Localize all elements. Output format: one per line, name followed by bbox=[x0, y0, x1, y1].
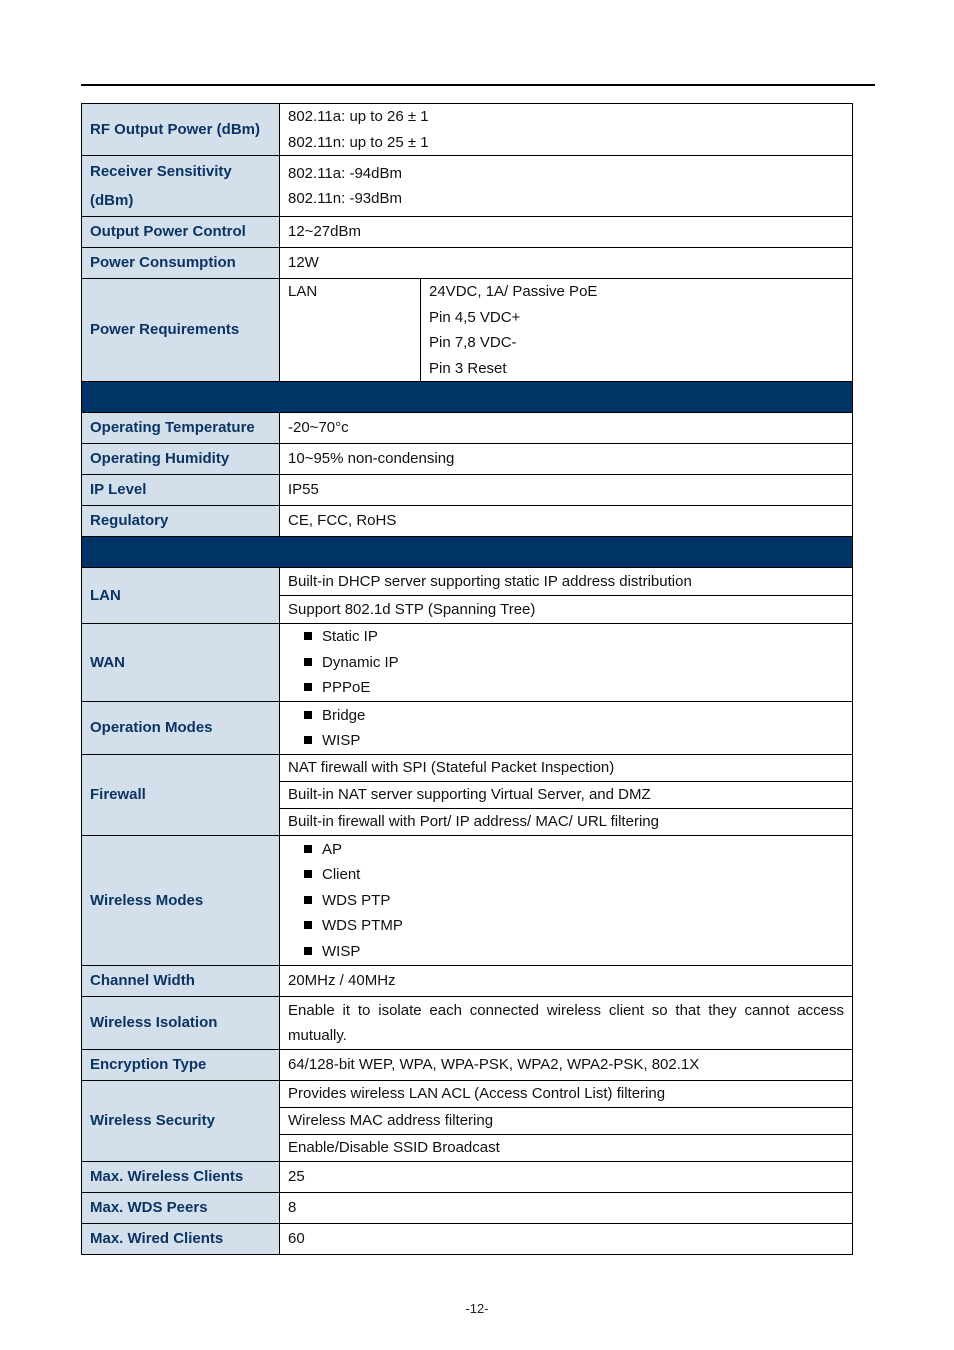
label-lan: LAN bbox=[82, 568, 280, 624]
row-output-power-control bbox=[82, 217, 853, 248]
value-firewall-2: Built-in NAT server supporting Virtual Server, and DMZ bbox=[280, 782, 853, 809]
power-port: LAN bbox=[280, 279, 421, 382]
square-bullet-icon bbox=[304, 896, 312, 904]
value-channel-width: 20MHz / 40MHz bbox=[280, 966, 853, 997]
value-lan-2: Support 802.1d STP (Spanning Tree) bbox=[280, 596, 853, 624]
row-wireless-security-1 bbox=[82, 1081, 853, 1108]
power-details bbox=[421, 279, 853, 382]
power-line-3: Pin 7,8 VDC- bbox=[429, 334, 517, 351]
value-max-wired-clients: 60 bbox=[280, 1224, 853, 1255]
value-max-wds-peers: 8 bbox=[280, 1193, 853, 1224]
bullet-item: PPPoE bbox=[288, 675, 844, 701]
value-operation-modes bbox=[280, 702, 853, 755]
label-power-consumption: Power Consumption bbox=[82, 248, 280, 279]
value-rf-output-power bbox=[280, 104, 853, 156]
value-wan bbox=[280, 624, 853, 702]
value-lan-1: Built-in DHCP server supporting static IP address distribution bbox=[280, 568, 853, 596]
square-bullet-icon bbox=[304, 711, 312, 719]
square-bullet-icon bbox=[304, 845, 312, 853]
row-encryption-type bbox=[82, 1050, 853, 1081]
header-rule bbox=[81, 84, 875, 86]
label-power-requirements: Power Requirements bbox=[82, 279, 280, 382]
value-regulatory: CE, FCC, RoHS bbox=[280, 506, 853, 537]
row-operating-temperature bbox=[82, 413, 853, 444]
row-ip-level bbox=[82, 475, 853, 506]
square-bullet-icon bbox=[304, 870, 312, 878]
value-wireless-security-3: Enable/Disable SSID Broadcast bbox=[280, 1135, 853, 1162]
label-output-power-control: Output Power Control bbox=[82, 217, 280, 248]
label-max-wired-clients: Max. Wired Clients bbox=[82, 1224, 280, 1255]
bullet-item: Dynamic IP bbox=[288, 650, 844, 676]
row-operation-modes bbox=[82, 702, 853, 755]
row-power-consumption bbox=[82, 248, 853, 279]
value-power-consumption: 12W bbox=[280, 248, 853, 279]
value-wireless-isolation: Enable it to isolate each connected wireless client so that they cannot access mutually. bbox=[280, 997, 853, 1050]
bullet-item: WISP bbox=[288, 728, 844, 754]
row-max-wireless-clients bbox=[82, 1162, 853, 1193]
section-bar-software bbox=[82, 537, 853, 568]
value-firewall-3: Built-in firewall with Port/ IP address/ MAC/ URL filtering bbox=[280, 809, 853, 836]
label-encryption-type: Encryption Type bbox=[82, 1050, 280, 1081]
label-receiver-sensitivity bbox=[82, 156, 280, 217]
power-line-1: 24VDC, 1A/ Passive PoE bbox=[429, 283, 598, 300]
label-regulatory: Regulatory bbox=[82, 506, 280, 537]
bullet-item: AP bbox=[288, 837, 844, 863]
label-firewall: Firewall bbox=[82, 755, 280, 836]
value-encryption-type: 64/128-bit WEP, WPA, WPA-PSK, WPA2, WPA2-PSK, 802.1X bbox=[280, 1050, 853, 1081]
row-wireless-isolation bbox=[82, 997, 853, 1050]
value-operating-humidity: 10~95% non-condensing bbox=[280, 444, 853, 475]
rx-line-2: 802.11n: -93dBm bbox=[288, 190, 402, 207]
value-ip-level: IP55 bbox=[280, 475, 853, 506]
label-wireless-modes: Wireless Modes bbox=[82, 836, 280, 966]
row-regulatory bbox=[82, 506, 853, 537]
value-output-power-control: 12~27dBm bbox=[280, 217, 853, 248]
label-wireless-isolation: Wireless Isolation bbox=[82, 997, 280, 1050]
value-wireless-modes bbox=[280, 836, 853, 966]
value-wireless-security-1: Provides wireless LAN ACL (Access Control List) filtering bbox=[280, 1081, 853, 1108]
square-bullet-icon bbox=[304, 658, 312, 666]
square-bullet-icon bbox=[304, 921, 312, 929]
label-channel-width: Channel Width bbox=[82, 966, 280, 997]
rx-label-line-2: (dBm) bbox=[90, 192, 134, 209]
page-number: -12- bbox=[465, 1301, 489, 1316]
row-wan bbox=[82, 624, 853, 702]
label-max-wds-peers: Max. WDS Peers bbox=[82, 1193, 280, 1224]
bullet-item: WISP bbox=[288, 939, 844, 965]
label-wan: WAN bbox=[82, 624, 280, 702]
label-operation-modes: Operation Modes bbox=[82, 702, 280, 755]
section-bar-environment bbox=[82, 382, 853, 413]
label-rf-output-power: RF Output Power (dBm) bbox=[82, 104, 280, 156]
square-bullet-icon bbox=[304, 736, 312, 744]
rf-line-1: 802.11a: up to 26 ± 1 bbox=[288, 108, 429, 125]
row-max-wired-clients bbox=[82, 1224, 853, 1255]
row-wireless-modes bbox=[82, 836, 853, 966]
rf-line-2: 802.11n: up to 25 ± 1 bbox=[288, 133, 429, 151]
rx-label-line-1: Receiver Sensitivity bbox=[90, 163, 232, 180]
power-line-4: Pin 3 Reset bbox=[429, 359, 507, 377]
bullet-item: Bridge bbox=[288, 703, 844, 729]
label-operating-temperature: Operating Temperature bbox=[82, 413, 280, 444]
bullet-item: WDS PTP bbox=[288, 888, 844, 914]
rx-line-1: 802.11a: -94dBm bbox=[288, 164, 402, 182]
row-firewall-1 bbox=[82, 755, 853, 782]
bullet-item: Static IP bbox=[288, 624, 844, 650]
row-power-requirements bbox=[82, 279, 853, 382]
square-bullet-icon bbox=[304, 632, 312, 640]
row-rf-output-power bbox=[82, 104, 853, 156]
bullet-item: Client bbox=[288, 862, 844, 888]
square-bullet-icon bbox=[304, 947, 312, 955]
specification-table bbox=[81, 103, 853, 1255]
value-receiver-sensitivity bbox=[280, 156, 853, 217]
row-channel-width bbox=[82, 966, 853, 997]
row-lan-1 bbox=[82, 568, 853, 596]
value-firewall-1: NAT firewall with SPI (Stateful Packet Inspection) bbox=[280, 755, 853, 782]
label-wireless-security: Wireless Security bbox=[82, 1081, 280, 1162]
label-max-wireless-clients: Max. Wireless Clients bbox=[82, 1162, 280, 1193]
row-max-wds-peers bbox=[82, 1193, 853, 1224]
bullet-item: WDS PTMP bbox=[288, 913, 844, 939]
value-operating-temperature: -20~70°c bbox=[280, 413, 853, 444]
square-bullet-icon bbox=[304, 683, 312, 691]
row-operating-humidity bbox=[82, 444, 853, 475]
power-line-2: Pin 4,5 VDC+ bbox=[429, 308, 521, 326]
label-ip-level: IP Level bbox=[82, 475, 280, 506]
label-operating-humidity: Operating Humidity bbox=[82, 444, 280, 475]
row-receiver-sensitivity bbox=[82, 156, 853, 217]
value-wireless-security-2: Wireless MAC address filtering bbox=[280, 1108, 853, 1135]
value-max-wireless-clients: 25 bbox=[280, 1162, 853, 1193]
